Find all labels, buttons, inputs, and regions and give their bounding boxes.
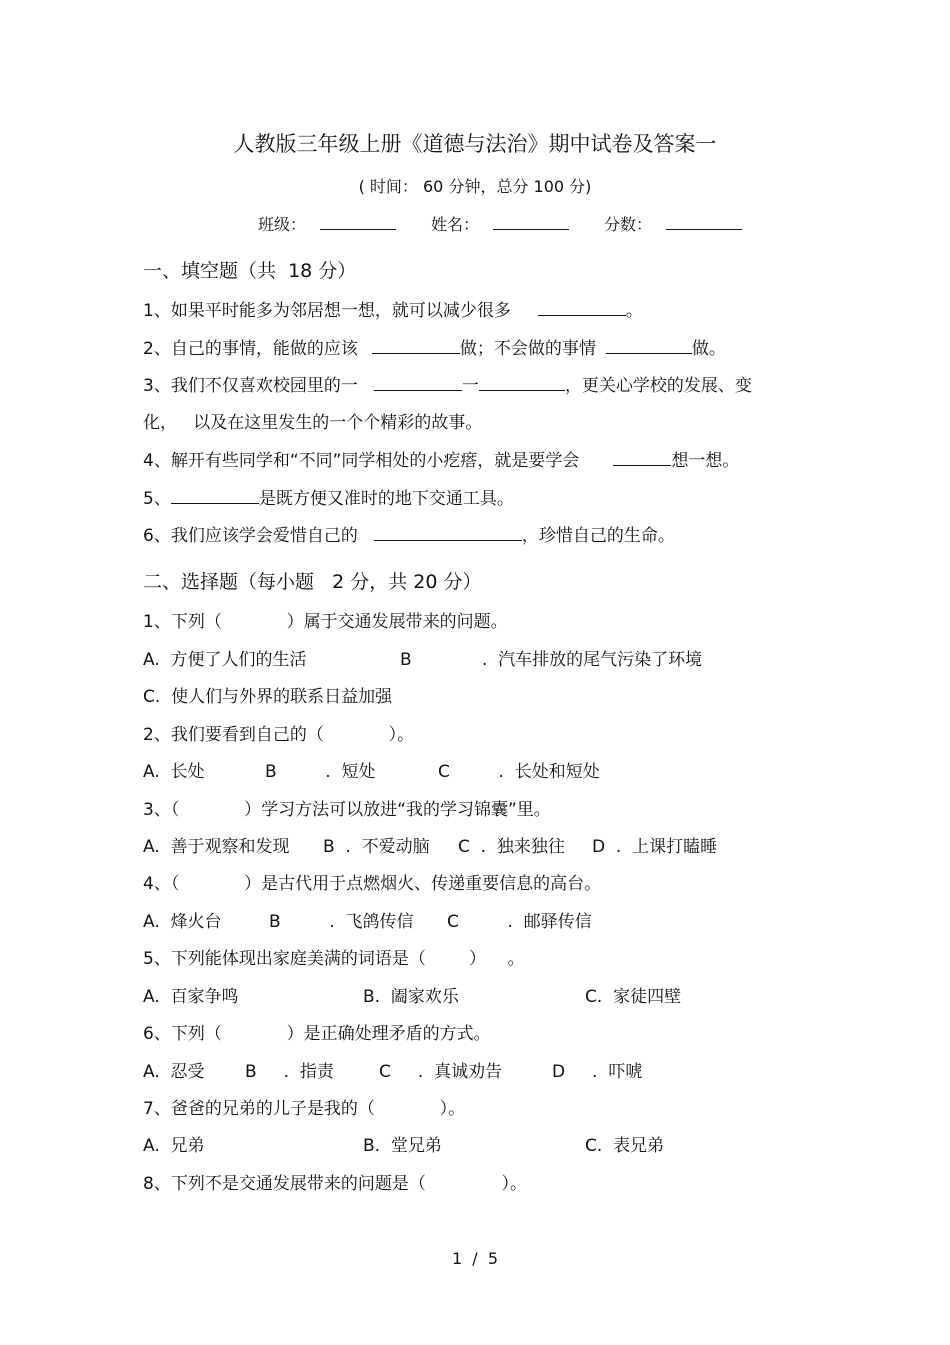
- page-number: 1 / 5: [451, 1249, 499, 1268]
- q5-num: 5、: [143, 489, 171, 509]
- q2-text-b: 做；不会做的事情: [459, 339, 596, 359]
- q7-option-c[interactable]: C. 表兄弟: [585, 1136, 665, 1156]
- q6-option-c[interactable]: C . 真诚劝告: [379, 1062, 503, 1082]
- fill-question-5: [143, 487, 514, 510]
- q7-option-b[interactable]: B. 堂兄弟: [363, 1136, 442, 1156]
- q6-blank[interactable]: [374, 524, 522, 541]
- q7-option-a[interactable]: A. 兄弟: [143, 1136, 205, 1156]
- q2-blank-2[interactable]: [606, 337, 692, 354]
- q3-option-d[interactable]: D . 上课打瞌睡: [592, 837, 718, 857]
- q5-blank[interactable]: [171, 487, 259, 504]
- q1-option-b[interactable]: B . 汽车排放的尾气污染了环境: [400, 650, 703, 670]
- q4-blank[interactable]: [613, 449, 671, 466]
- q1-text: 1、如果平时能多为邻居想一想，就可以减少很多: [143, 301, 511, 321]
- choice-question-1: 1、下列（ ）属于交通发展带来的问题。: [143, 612, 508, 632]
- q2-text-a: 2、自己的事情，能做的应该: [143, 339, 358, 359]
- section2-heading: 二、选择题（每小题 2 分，共 20 分）: [143, 571, 482, 593]
- score-label: 分数：: [604, 215, 653, 234]
- q5-option-c[interactable]: C. 家徒四壁: [585, 987, 682, 1007]
- q4-option-a[interactable]: A. 烽火台: [143, 912, 222, 932]
- q6-option-a[interactable]: A. 忍受: [143, 1062, 205, 1082]
- score-field: [604, 212, 742, 235]
- q1-end: 。: [625, 301, 643, 321]
- q4-option-c[interactable]: C . 邮驿传信: [447, 912, 592, 932]
- choice-question-4: 4、（ ）是古代用于点燃烟火、传递重要信息的高台。: [143, 874, 602, 894]
- q3-option-c[interactable]: C . 独来独往: [458, 837, 565, 857]
- q6-end: ，珍惜自己的生命。: [521, 526, 675, 546]
- q3-blank-1[interactable]: [374, 374, 462, 391]
- q5-text: 是既方便又准时的地下交通工具。: [258, 489, 514, 509]
- page-title: 人教版三年级上册《道德与法治》期中试卷及答案一: [233, 132, 717, 156]
- choice-question-2: 2、我们要看到自己的（ ）。: [143, 725, 415, 745]
- q6-text: 6、我们应该学会爱惜自己的: [143, 526, 358, 546]
- choice-question-5: 5、下列能体现出家庭美满的词语是（ ） 。: [143, 949, 525, 969]
- q1-blank[interactable]: [538, 299, 626, 316]
- name-field: [431, 212, 569, 235]
- q2-option-b[interactable]: B . 短处: [265, 762, 376, 782]
- q3-text-b: 一: [461, 376, 479, 396]
- class-blank[interactable]: [320, 215, 396, 230]
- q6-option-b[interactable]: B . 指责: [245, 1062, 334, 1082]
- class-label: 班级：: [258, 215, 307, 234]
- class-field: [258, 212, 396, 235]
- q6-option-d[interactable]: D . 吓唬: [552, 1062, 643, 1082]
- q5-option-a[interactable]: A. 百家争鸣: [143, 987, 239, 1007]
- q4-end: 想一想。: [671, 451, 740, 471]
- name-blank[interactable]: [493, 215, 569, 230]
- q5-option-b[interactable]: B. 阖家欢乐: [363, 987, 459, 1007]
- choice-question-8: 8、下列不是交通发展带来的问题是（ ）。: [143, 1174, 527, 1194]
- fill-question-1: [143, 299, 643, 322]
- section1-heading: 一、填空题（共 18 分）: [143, 260, 357, 282]
- q3-blank-2[interactable]: [479, 374, 565, 391]
- name-label: 姓名：: [431, 215, 480, 234]
- fill-question-2: [143, 337, 726, 360]
- q2-option-c[interactable]: C . 长处和短处: [438, 762, 600, 782]
- fill-question-3-cont: 化， 以及在这里发生的一个个精彩的故事。: [143, 413, 483, 433]
- choice-question-3: 3、（ ）学习方法可以放进“我的学习锦囊”里。: [143, 800, 551, 820]
- score-blank[interactable]: [666, 215, 742, 230]
- q4-text: 4、解开有些同学和“不同”同学相处的小疙瘩，就是要学会: [143, 451, 580, 471]
- fill-question-4: [143, 449, 739, 472]
- q3-option-b[interactable]: B . 不爱动脑: [323, 837, 430, 857]
- q3-text-a: 3、我们不仅喜欢校园里的一: [143, 376, 358, 396]
- choice-question-6: 6、下列（ ）是正确处理矛盾的方式。: [143, 1024, 491, 1044]
- q2-option-a[interactable]: A. 长处: [143, 762, 205, 782]
- q1-option-a[interactable]: A. 方便了人们的生活: [143, 650, 307, 670]
- q2-blank-1[interactable]: [372, 337, 460, 354]
- q4-option-b[interactable]: B . 飞鸽传信: [269, 912, 414, 932]
- q3-text-c: ，更关心学校的发展、变: [564, 376, 752, 396]
- q2-text-c: 做。: [691, 339, 726, 359]
- q1-option-c[interactable]: C. 使人们与外界的联系日益加强: [143, 687, 393, 707]
- choice-question-7: 7、爸爸的兄弟的儿子是我的（ ）。: [143, 1099, 466, 1119]
- q3-option-a[interactable]: A. 善于观察和发现: [143, 837, 290, 857]
- fill-question-6: [143, 524, 675, 547]
- fill-question-3: [143, 374, 752, 397]
- exam-info: ( 时间： 60 分钟，总分 100 分): [358, 177, 592, 196]
